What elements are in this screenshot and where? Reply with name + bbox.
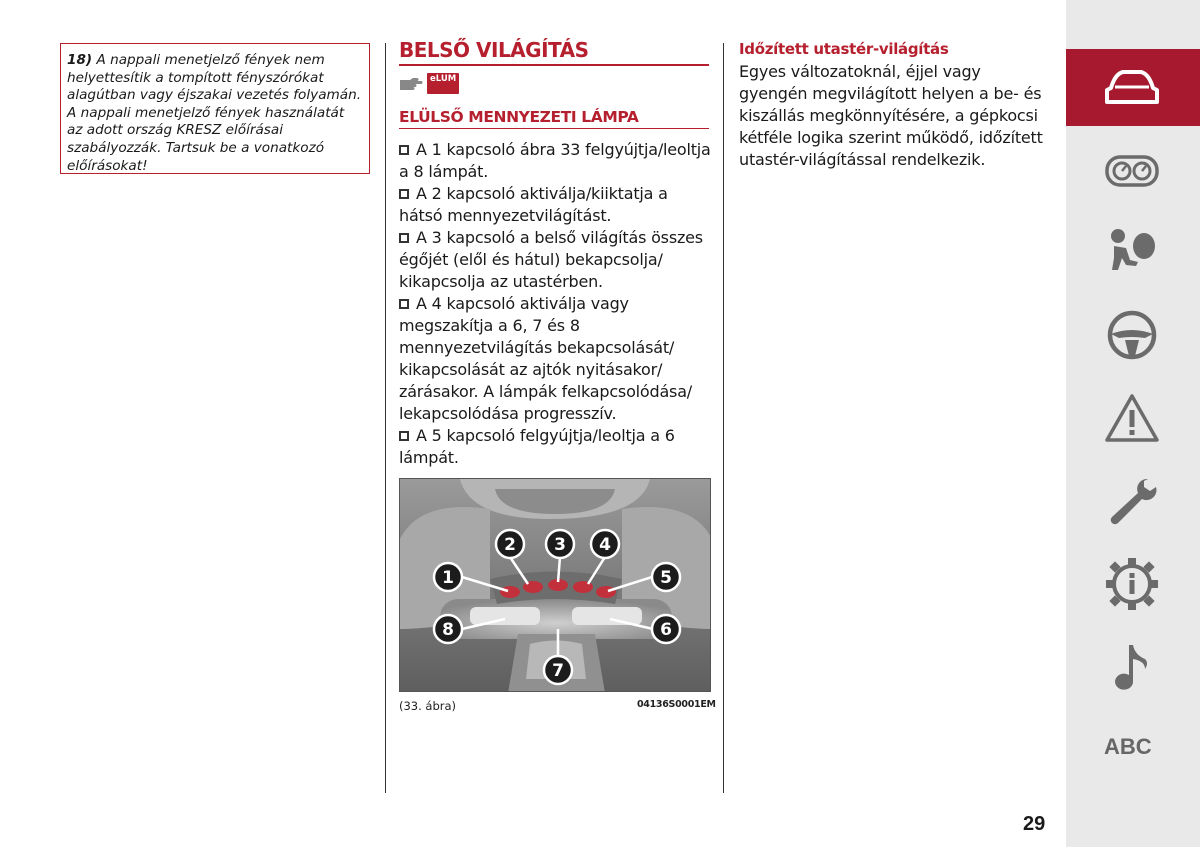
section-title: BELSŐ VILÁGÍTÁS	[399, 38, 709, 66]
checkbox-bullet-icon	[399, 299, 409, 309]
ceiling-lamp-illustration	[400, 479, 711, 692]
list-item: A 5 kapcsoló felgyújtja/leoltja a 6 lámpát.	[399, 426, 675, 467]
pointing-hand-icon	[399, 76, 423, 90]
checkbox-bullet-icon	[399, 431, 409, 441]
list-item: A 2 kapcsoló aktiválja/kiiktatja a hátsó mennyezetvilágítást.	[399, 184, 668, 225]
safety-note-box	[60, 43, 370, 174]
list-item: A 4 kapcsoló aktiválja vagy megszakítja a 6, 7 és 8 mennyezetvilágítás bekapcsolását/ kikapcsolását az ajtók nyitásakor/ zárásakor. A lámpák felkapcsolódása/ lekapcsolódása progresszív.	[399, 294, 692, 423]
subsection-title: ELÜLSŐ MENNYEZETI LÁMPA	[399, 108, 709, 129]
timed-lighting-title: Időzített utastér-világítás	[739, 40, 949, 58]
list-item: A 1 kapcsoló ábra 33 felgyújtja/leoltja a 8 lámpát.	[399, 140, 711, 181]
version-badge-row	[399, 72, 711, 94]
timed-lighting-text: Egyes változatoknál, éjjel vagy gyengén megvilágított helyen a be- és kiszállás megkönnyítésére, a gépkocsi kétféle logika szerint működő, időzített utastér-világítással rendelkezik.	[739, 62, 1043, 169]
callout-6: 6	[660, 620, 672, 640]
checkbox-bullet-icon	[399, 189, 409, 199]
airbag-icon[interactable]	[1100, 220, 1164, 284]
middle-column	[399, 38, 711, 469]
elum-badge: eLUM	[427, 73, 459, 94]
checkbox-bullet-icon	[399, 145, 409, 155]
right-column	[739, 40, 1049, 171]
abc-index-link[interactable]: ABC	[1104, 734, 1152, 759]
dashboard-icon[interactable]	[1100, 140, 1164, 204]
callout-4: 4	[599, 535, 611, 555]
figure-caption: (33. ábra)	[399, 699, 457, 713]
info-gear-icon[interactable]	[1100, 552, 1164, 616]
list-item: A 3 kapcsoló a belső világítás összes égőjét (elől és hátul) bekapcsolja/ kikapcsolja az utastérben.	[399, 228, 703, 291]
note-text: A nappali menetjelző fények nem helyettesítik a tompított fényszórókat alagútban vagy éjszakai vezetés folyamán. A nappali menetjelző fények használatát az adott ország KRESZ előírásai szabályozzák. Tartsuk be a vonatkozó előírásokat!	[67, 52, 362, 174]
figure-code: 04136S0001EM	[637, 699, 716, 710]
column-divider-left	[385, 43, 386, 793]
warning-icon[interactable]	[1100, 386, 1164, 450]
steering-wheel-icon[interactable]	[1100, 303, 1164, 367]
checkbox-bullet-icon	[399, 233, 409, 243]
callout-8: 8	[442, 620, 454, 640]
page-number: 29	[1023, 813, 1046, 835]
callout-2: 2	[504, 535, 516, 555]
callout-3: 3	[554, 535, 566, 555]
column-divider-right	[723, 43, 724, 793]
car-icon[interactable]	[1100, 56, 1164, 120]
music-note-icon[interactable]	[1100, 635, 1164, 699]
ceiling-lamp-figure	[399, 478, 711, 692]
switch-list	[399, 139, 711, 469]
wrench-icon[interactable]	[1100, 469, 1164, 533]
note-number: 18)	[67, 52, 93, 68]
callout-7: 7	[552, 661, 564, 681]
callout-5: 5	[660, 568, 672, 588]
callout-1: 1	[442, 568, 454, 588]
